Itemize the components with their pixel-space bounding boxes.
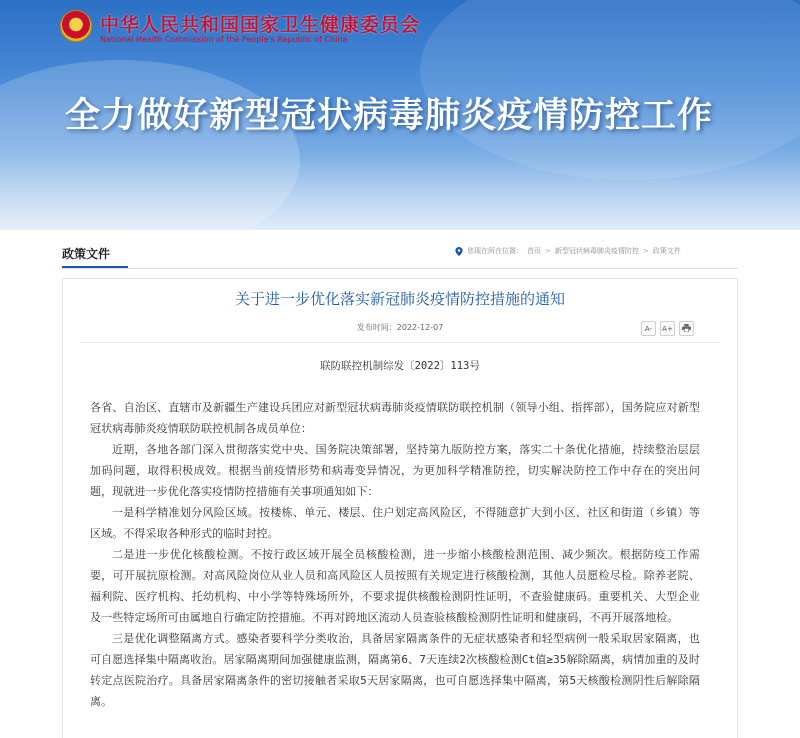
document-number: 联防联控机制综发〔2022〕113号 — [320, 360, 480, 372]
body-paragraph: 一是科学精准划分风险区域。按楼栋、单元、楼层、住户划定高风险区，不得随意扩大到小区、社区和街道（乡镇）等区域。不得采取各种形式的临时封控。 — [90, 506, 700, 540]
banner-photo-overlay — [0, 150, 800, 230]
article-title: 关于进一步优化落实新冠肺炎疫情防控措施的通知 — [234, 290, 565, 308]
breadcrumb-covid-control[interactable]: 新型冠状病毒肺炎疫情防控 — [554, 247, 639, 255]
body-paragraph-addressee: 各省、自治区、直辖市及新疆生产建设兵团应对新型冠状病毒肺炎疫情联防联控机制（领导小组、指挥部），国务院应对新型冠状病毒肺炎疫情联防联控机制各成员单位： — [90, 401, 700, 435]
breadcrumb-home[interactable]: 首页 — [527, 247, 541, 255]
org-name-en: National Health Commission of the People's Republic of China — [100, 35, 348, 44]
publish-date-value: 2022-12-07 — [396, 323, 444, 332]
increase-font-button[interactable]: A+ — [660, 321, 675, 336]
section-title: 政策文件 — [62, 247, 111, 261]
org-name-cn[interactable]: 中华人民共和国国家卫生健康委员会 — [100, 14, 421, 36]
print-button[interactable] — [679, 321, 694, 336]
article-tools — [641, 321, 694, 336]
article-divider — [80, 342, 720, 343]
body-paragraph: 二是进一步优化核酸检测。不按行政区域开展全员核酸检测，进一步缩小核酸检测范围、减少频次。根据防疫工作需要，可开展抗原检测。对高风险岗位从业人员和高风险区人员按照有关规定进行核酸检测，其他人员愿检尽检。除养老院、福利院、医疗机构、托幼机构、中小学等特殊场所外，不要求提供核酸检测阴性证明，不查验健康码。重要机关、大型企业及一些特定场所可由属地自行确定防控措施。不再对跨地区流动人员查验核酸检测阴性证明和健康码，不再开展落地检。 — [90, 548, 700, 624]
header-banner — [0, 0, 800, 230]
national-emblem-icon[interactable] — [60, 10, 92, 42]
breadcrumb-policy-docs[interactable]: 政策文件 — [652, 247, 681, 255]
breadcrumb — [455, 246, 681, 256]
body-paragraph: 近期，各地各部门深入贯彻落实党中央、国务院决策部署，坚持第九版防控方案，落实二十条优化措施，持续整治层层加码问题，取得积极成效。根据当前疫情形势和病毒变异情况，为更加科学精准防控，切实解决防控工作中存在的突出问题，现就进一步优化落实疫情防控措施有关事项通知如下： — [90, 443, 700, 498]
body-paragraph: 三是优化调整隔离方式。感染者要科学分类收治，具备居家隔离条件的无症状感染者和轻型病例一般采取居家隔离，也可自愿选择集中隔离收治。居家隔离期间加强健康监测，隔离第6、7天连续2次核酸检测Ct值≥35解除隔离，病情加重的及时转定点医院治疗。具备居家隔离条件的密切接触者采取5天居家隔离，也可自愿选择集中隔离，第5天核酸检测阴性后解除隔离。 — [90, 632, 700, 708]
breadcrumb-separator: > — [545, 247, 551, 255]
section-divider — [62, 268, 738, 269]
publish-label: 发布时间： — [356, 323, 397, 332]
breadcrumb-prefix: 您现在所在位置： — [467, 247, 523, 255]
location-pin-icon — [455, 247, 463, 255]
banner-title: 全力做好新型冠状病毒肺炎疫情防控工作 — [65, 96, 714, 136]
print-icon — [682, 324, 691, 334]
article-body — [90, 397, 700, 712]
decrease-font-button[interactable]: A- — [641, 321, 656, 336]
breadcrumb-separator: > — [642, 247, 649, 255]
